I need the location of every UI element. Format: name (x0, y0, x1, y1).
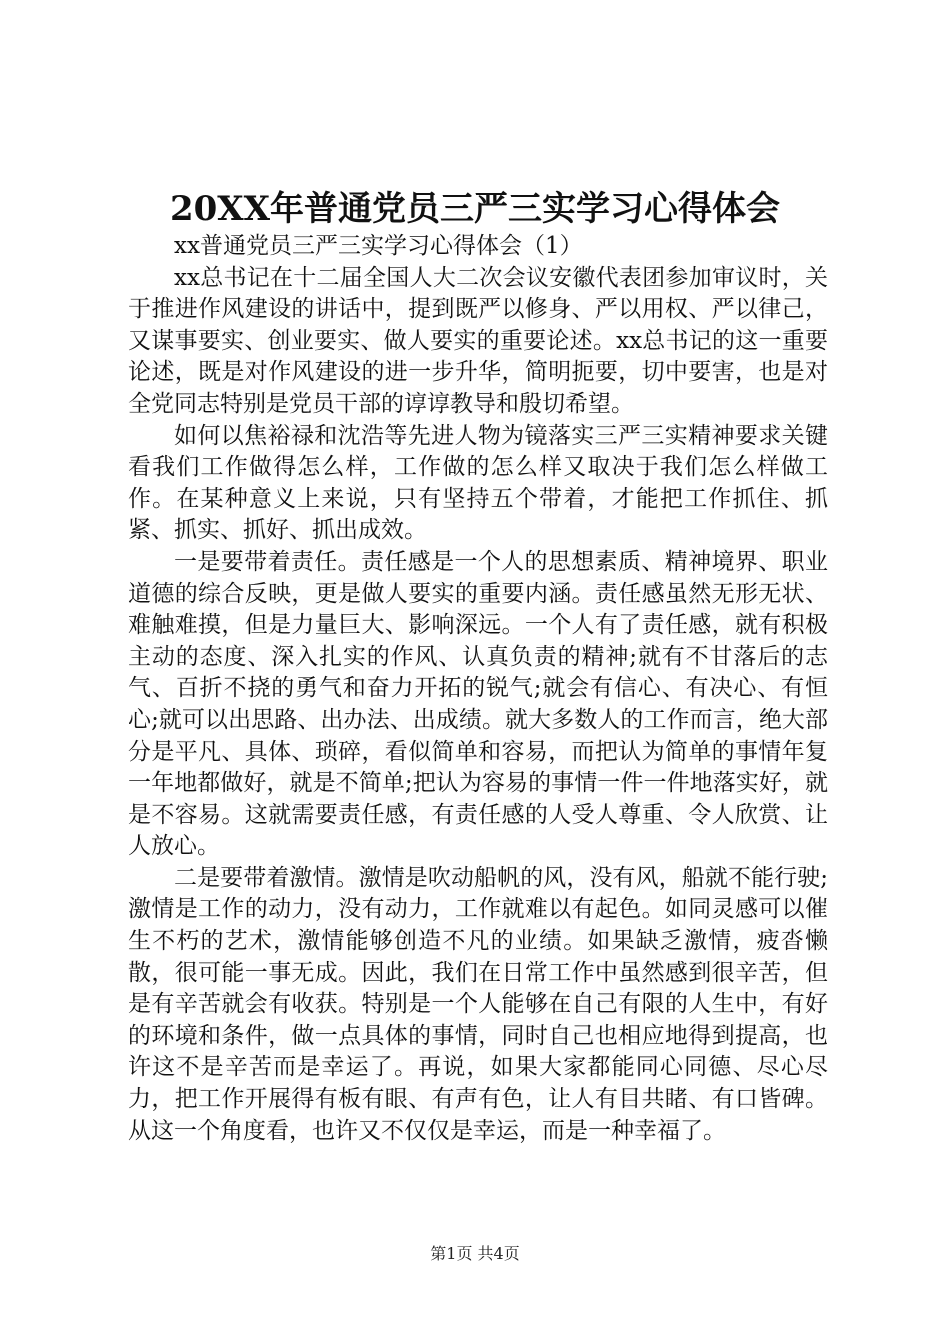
paragraph: xx总书记在十二届全国人大二次会议安徽代表团参加审议时，关于推进作风建设的讲话中，提到既严以修身、严以用权、严以律己，又谋事要实、创业要实、做人要实的重要论述。xx总书记的这一重要论述，既是对作风建设的进一步升华，简明扼要，切中要害，也是对全党同志特别是党员干部的谆谆教导和殷切希望。 (128, 264, 828, 417)
paragraph: 如何以焦裕禄和沈浩等先进人物为镜落实三严三实精神要求关键看我们工作做得怎么样，工作做的怎么样又取决于我们怎么样做工作。在某种意义上来说，只有坚持五个带着，才能把工作抓住、抓紧、抓实、抓好、抓出成效。 (128, 422, 828, 544)
document-body (128, 231, 828, 1147)
paragraph: 二是要带着激情。激情是吹动船帆的风，没有风，船就不能行驶;激情是工作的动力，没有动力，工作就难以有起色。如同灵感可以催生不朽的艺术，激情能够创造不凡的业绩。如果缺乏激情，疲沓懒散，很可能一事无成。因此，我们在日常工作中虽然感到很辛苦，但是有辛苦就会有收获。特别是一个人能够在自己有限的人生中，有好的环境和条件，做一点具体的事情，同时自己也相应地得到提高，也许这不是辛苦而是幸运了。再说，如果大家都能同心同德、尽心尽力，把工作开展得有板有眼、有声有色，让人有目共睹、有口皆碑。从这一个角度看，也许又不仅仅是幸运，而是一种幸福了。 (128, 864, 828, 1144)
document-title: 20XX年普通党员三严三实学习心得体会 (169, 189, 781, 229)
paragraph: 一是要带着责任。责任感是一个人的思想素质、精神境界、职业道德的综合反映，更是做人要实的重要内涵。责任感虽然无形无状、难触难摸，但是力量巨大、影响深远。一个人有了责任感，就有积极主动的态度、深入扎实的作风、认真负责的精神;就有不甘落后的志气、百折不挠的勇气和奋力开拓的锐气;就会有信心、有决心、有恒心;就可以出思路、出办法、出成绩。就大多数人的工作而言，绝大部分是平凡、具体、琐碎，看似简单和容易，而把认为简单的事情年复一年地都做好，就是不简单;把认为容易的事情一件一件地落实好，就是不容易。这就需要责任感，有责任感的人受人尊重、令人欣赏、让人放心。 (128, 548, 828, 860)
paragraph-subtitle: xx普通党员三严三实学习心得体会（1） (174, 233, 583, 259)
page-number-footer: 第1页 共4页 (430, 1244, 520, 1263)
